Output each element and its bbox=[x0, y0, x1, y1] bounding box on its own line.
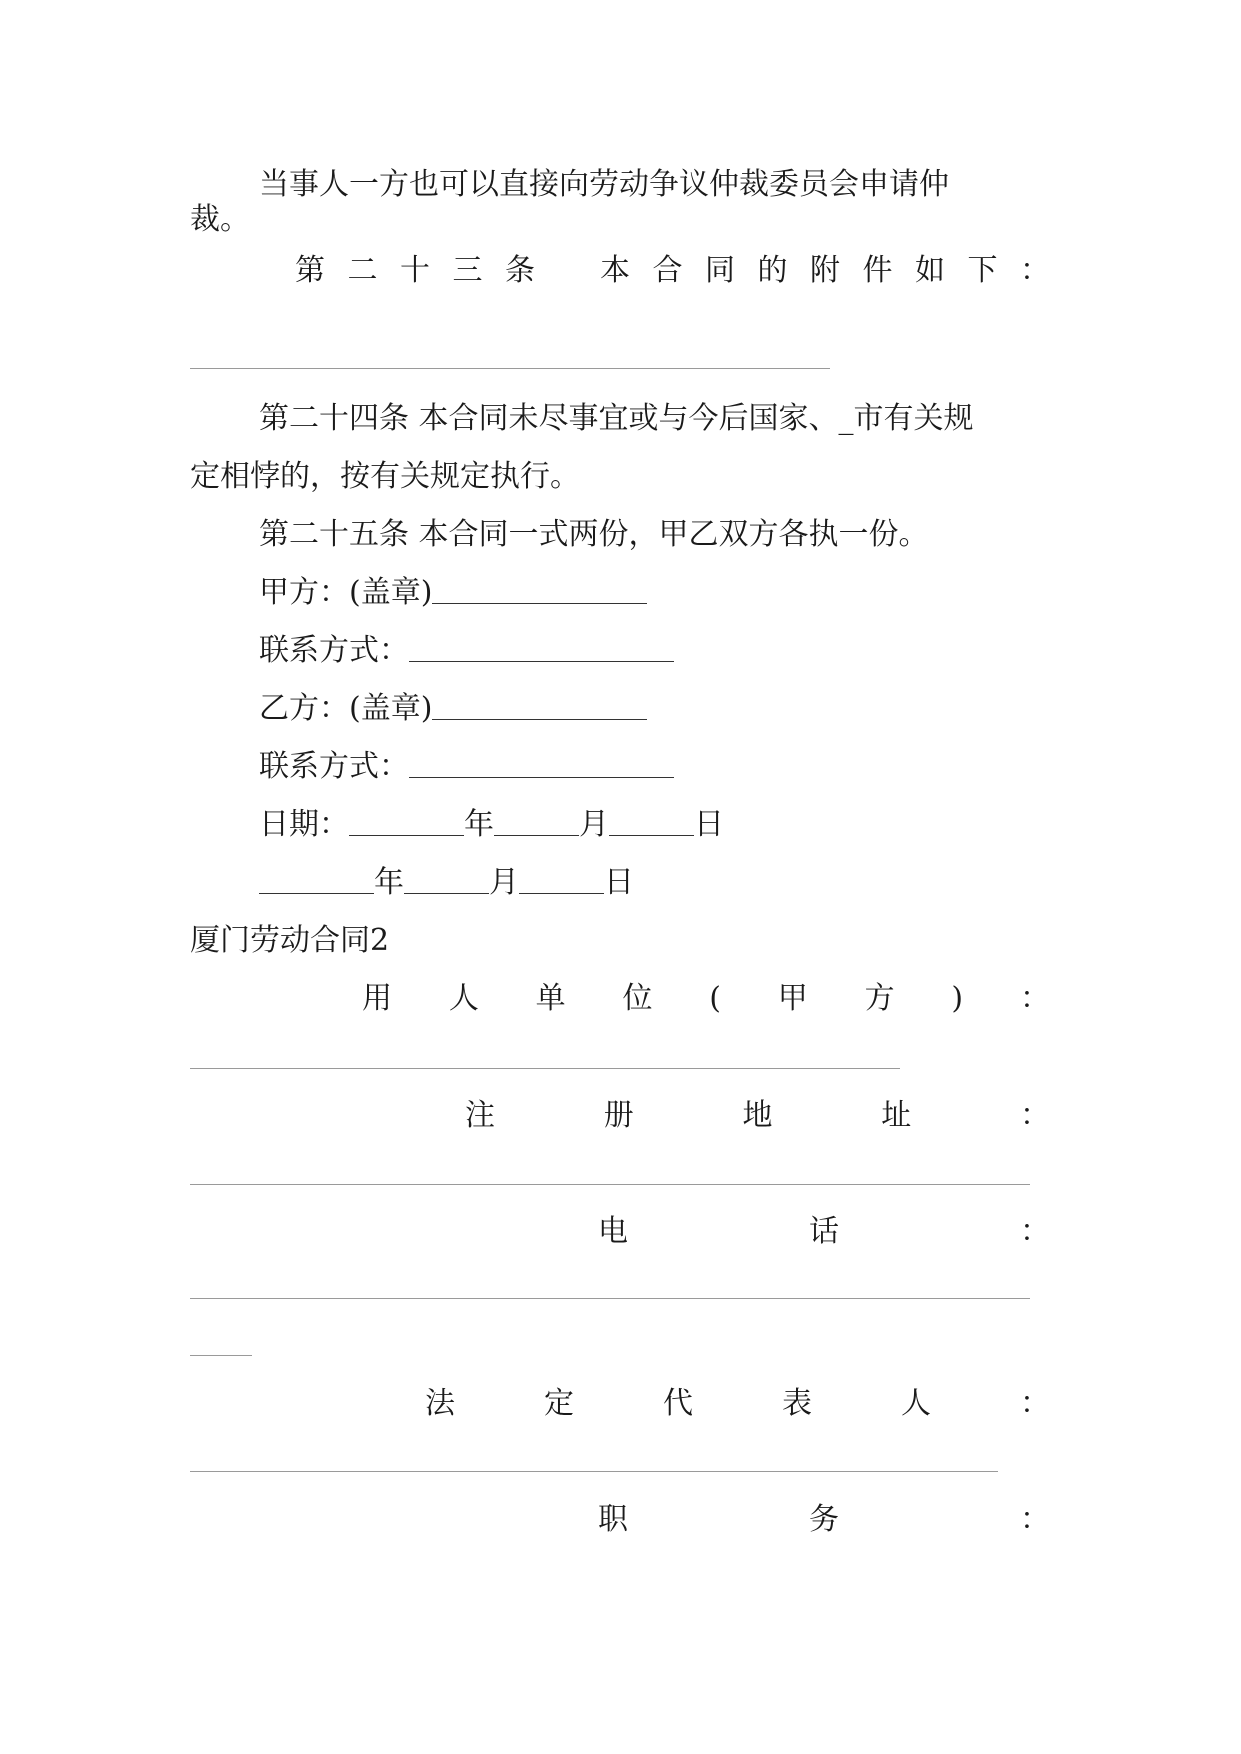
paragraph-arbitration-line1: 当事人一方也可以直接向劳动争议仲裁委员会申请仲 bbox=[259, 167, 949, 202]
year-label-2: 年 bbox=[374, 865, 404, 900]
party-a-blank bbox=[432, 575, 647, 604]
paragraph-arbitration-line2: 裁。 bbox=[190, 202, 250, 237]
party-a-contact bbox=[259, 631, 1050, 671]
party-b-contact bbox=[259, 747, 1050, 787]
art23-char: ： bbox=[1020, 253, 1050, 288]
article-25: 第二十五条 本合同一式两份，甲乙双方各执一份。 bbox=[259, 517, 929, 552]
phone-char: 话 bbox=[809, 1214, 839, 1249]
contact-b-blank bbox=[409, 749, 674, 778]
employer-char: ( bbox=[709, 981, 721, 1016]
position-char: 务 bbox=[809, 1502, 839, 1537]
phone-char: ： bbox=[1020, 1214, 1050, 1249]
legal-rep-field-label bbox=[425, 1384, 1050, 1424]
article-23-heading bbox=[295, 251, 1050, 291]
phone-char: 电 bbox=[598, 1214, 628, 1249]
art23-char: 同 bbox=[705, 253, 735, 288]
day-blank-2 bbox=[519, 865, 604, 894]
day-label-2: 日 bbox=[604, 865, 634, 900]
month-blank bbox=[494, 807, 579, 836]
contact-b-label: 联系方式： bbox=[259, 749, 409, 784]
legal-rep-char: 表 bbox=[782, 1386, 812, 1421]
employer-char: 用 bbox=[362, 981, 392, 1016]
art23-char: 下 bbox=[967, 253, 998, 288]
phone-blank-line bbox=[190, 1298, 1030, 1299]
date-label: 日期： bbox=[259, 807, 349, 842]
day-label: 日 bbox=[694, 807, 724, 842]
party-b-blank bbox=[432, 691, 647, 720]
employer-char: 甲 bbox=[777, 981, 808, 1016]
address-char: 地 bbox=[742, 1098, 773, 1133]
party-b-label: 乙方：(盖章) bbox=[259, 691, 433, 726]
contact-a-label: 联系方式： bbox=[259, 633, 409, 668]
party-a-label: 甲方：(盖章) bbox=[259, 575, 433, 610]
party-a-signature bbox=[259, 573, 1050, 613]
position-char: 职 bbox=[598, 1502, 628, 1537]
art23-char: 条 bbox=[505, 253, 535, 288]
month-blank-2 bbox=[404, 865, 489, 894]
art23-char: 十 bbox=[400, 253, 430, 288]
employer-char: ： bbox=[1019, 981, 1050, 1016]
art23-char: 二 bbox=[347, 253, 378, 288]
art23-char: 的 bbox=[757, 253, 788, 288]
party-b-signature bbox=[259, 689, 1050, 729]
employer-char: 方 bbox=[864, 981, 895, 1016]
date-line-1 bbox=[259, 805, 1050, 845]
phone-field-label bbox=[598, 1212, 1050, 1252]
art23-char: 如 bbox=[915, 253, 945, 288]
employer-char: 人 bbox=[448, 981, 479, 1016]
art23-char: 三 bbox=[452, 253, 483, 288]
address-blank-line bbox=[190, 1184, 1030, 1185]
article-24-line1: 第二十四条 本合同未尽事宜或与今后国家、_市有关规 bbox=[259, 401, 974, 436]
date-line-2 bbox=[259, 863, 1050, 903]
art23-char: 附 bbox=[810, 253, 840, 288]
address-char: 址 bbox=[881, 1098, 912, 1133]
legal-rep-char: 人 bbox=[901, 1386, 931, 1421]
art23-char: 第 bbox=[295, 253, 325, 288]
address-char: 册 bbox=[603, 1098, 634, 1133]
month-label: 月 bbox=[579, 807, 609, 842]
phone-blank-line-cont bbox=[190, 1355, 252, 1356]
art23-char: 合 bbox=[652, 253, 683, 288]
year-blank bbox=[349, 807, 464, 836]
month-label-2: 月 bbox=[489, 865, 519, 900]
legal-rep-char: 定 bbox=[544, 1386, 574, 1421]
address-field-label bbox=[465, 1096, 1050, 1136]
day-blank bbox=[609, 807, 694, 836]
employer-char: 位 bbox=[622, 981, 653, 1016]
position-char: ： bbox=[1020, 1502, 1050, 1537]
year-blank-2 bbox=[259, 865, 374, 894]
position-field-label bbox=[598, 1500, 1050, 1540]
attachment-blank-line bbox=[190, 368, 830, 369]
contact-a-blank bbox=[409, 633, 674, 662]
legal-rep-char: 法 bbox=[425, 1386, 455, 1421]
art23-char: 本 bbox=[600, 253, 630, 288]
legal-rep-char: 代 bbox=[663, 1386, 693, 1421]
article-24-line2: 定相悖的，按有关规定执行。 bbox=[190, 459, 580, 494]
employer-char: ) bbox=[951, 981, 964, 1016]
art23-char: 件 bbox=[862, 253, 893, 288]
art23-gap bbox=[558, 251, 578, 291]
employer-field-label bbox=[362, 979, 1050, 1019]
employer-blank-line bbox=[190, 1068, 900, 1069]
section-2-title: 厦门劳动合同2 bbox=[190, 923, 390, 958]
legal-rep-char: ： bbox=[1020, 1386, 1050, 1421]
legal-rep-blank-line bbox=[190, 1471, 998, 1472]
year-label: 年 bbox=[464, 807, 494, 842]
address-char: ： bbox=[1020, 1098, 1050, 1133]
employer-char: 单 bbox=[535, 981, 566, 1016]
address-char: 注 bbox=[465, 1098, 495, 1133]
